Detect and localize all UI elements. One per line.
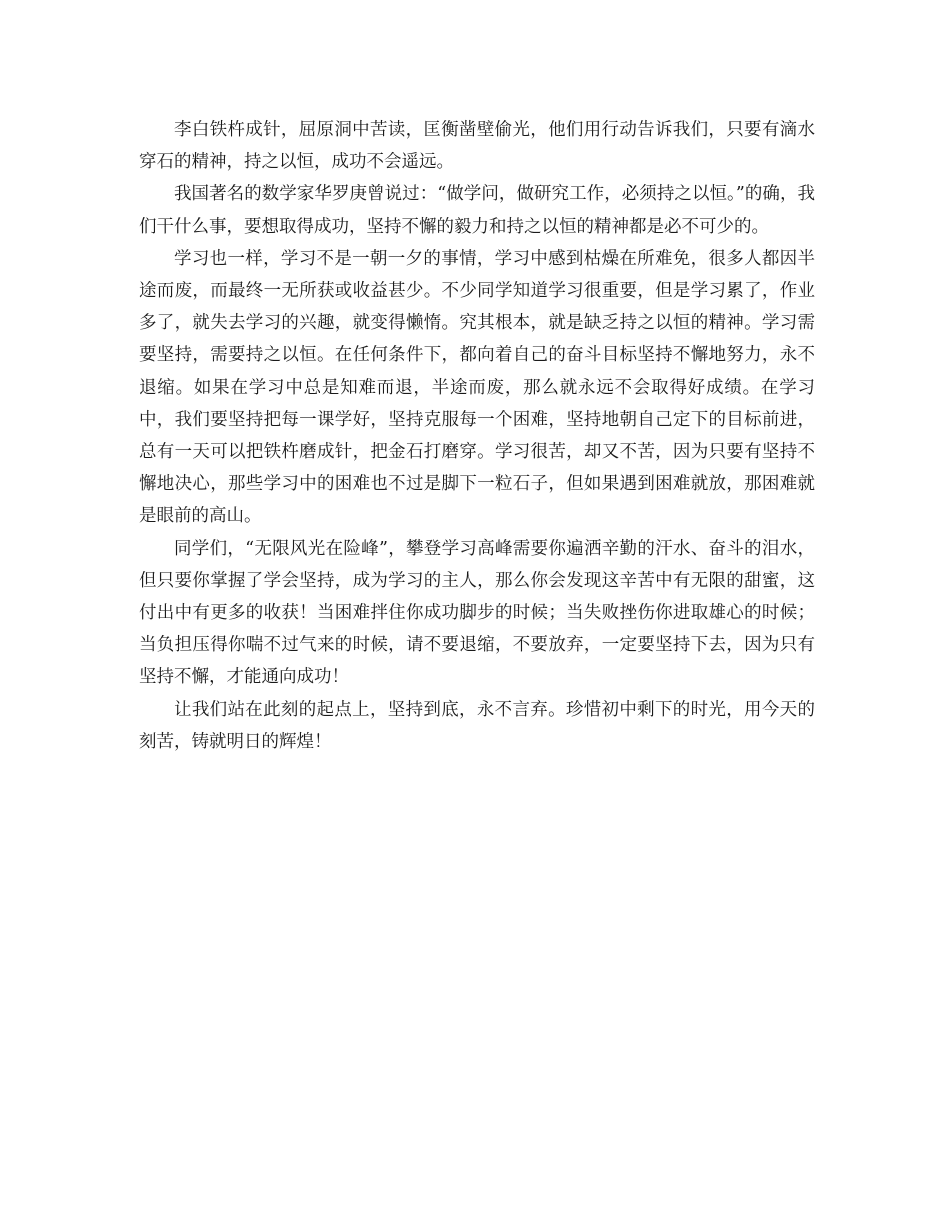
document-body [139,114,815,758]
paragraph-5: 让我们站在此刻的起点上，坚持到底，永不言弃。珍惜初中剩下的时光，用今天的刻苦，铸就明日的辉煌！ [139,699,815,752]
paragraph-2: 我国著名的数学家华罗庚曾说过：“做学问，做研究工作，必须持之以恒。”的确，我们干什么事，要想取得成功，坚持不懈的毅力和持之以恒的精神都是必不可少的。 [139,184,815,237]
paragraph-3: 学习也一样，学习不是一朝一夕的事情，学习中感到枯燥在所难免，很多人都因半途而废，而最终一无所获或收益甚少。不少同学知道学习很重要，但是学习累了，作业多了，就失去学习的兴趣，就变得懒惰。究其根本，就是缺乏持之以恒的精神。学习需要坚持，需要持之以恒。在任何条件下，都向着自己的奋斗目标坚持不懈地努力，永不退缩。如果在学习中总是知难而退，半途而废，那么就永远不会取得好成绩。在学习中，我们要坚持把每一课学好，坚持克服每一个困难，坚持地朝自己定下的目标前进，总有一天可以把铁杵磨成针，把金石打磨穿。学习很苦，却又不苦，因为只要有坚持不懈地决心，那些学习中的困难也不过是脚下一粒石子，但如果遇到困难就放，那困难就是眼前的高山。 [139,248,815,527]
paragraph-1: 李白铁杵成针，屈原洞中苦读，匡衡凿壁偷光，他们用行动告诉我们，只要有滴水穿石的精神，持之以恒，成功不会遥远。 [139,120,815,173]
paragraph-4: 同学们，“无限风光在险峰”，攀登学习高峰需要你遍洒辛勤的汗水、奋斗的泪水，但只要你掌握了学会坚持，成为学习的主人，那么你会发现这辛苦中有无限的甜蜜，这付出中有更多的收获！当困难拌住你成功脚步的时候；当失败挫伤你进取雄心的时候；当负担压得你喘不过气来的时候，请不要退缩，不要放弃，一定要坚持下去，因为只有坚持不懈，才能通向成功！ [139,538,815,688]
